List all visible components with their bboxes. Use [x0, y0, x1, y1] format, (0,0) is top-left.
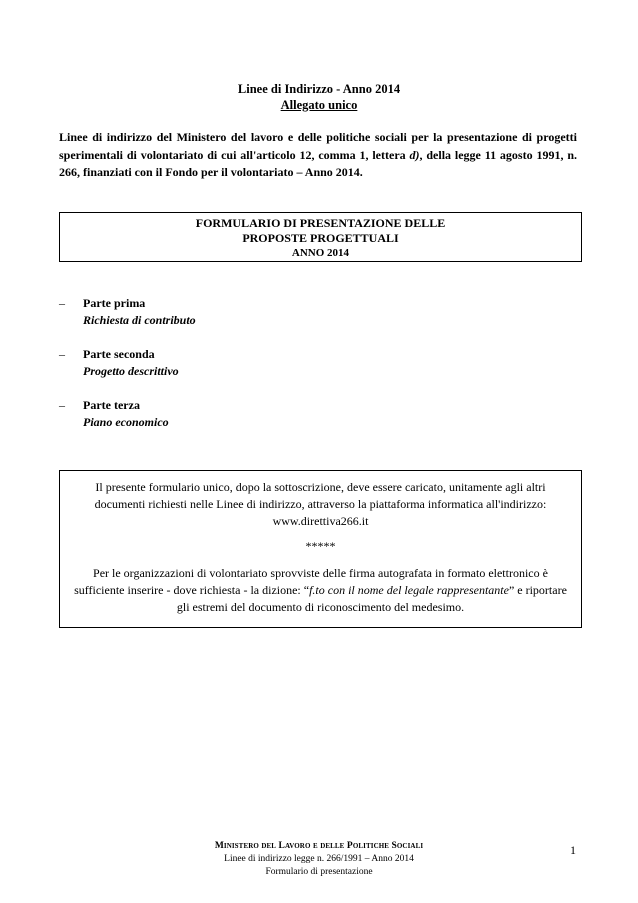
- page-number: 1: [570, 843, 576, 857]
- part-name: Parte seconda: [83, 347, 155, 361]
- notice-separator: *****: [305, 539, 336, 553]
- parts-list: [59, 295, 459, 448]
- intro-text-part2: , della legge 11 agosto 1991, n. 266, finanziati con il Fondo per il volontariato – Anno 2014.: [59, 147, 577, 179]
- notice-paragraph2-before: Per le organizzazioni di volontariato sprovviste delle firma autografata in formato elettronico è sufficiente inserire - dove richiesta - la dizione: “: [74, 566, 548, 597]
- form-title-line1: FORMULARIO DI PRESENTAZIONE DELLE: [195, 216, 446, 230]
- list-dash-marker: –: [59, 398, 65, 412]
- part-name: Parte terza: [83, 398, 140, 412]
- form-title-line2: PROPOSTE PROGETTUALI: [242, 231, 399, 245]
- footer-ministry: [0, 840, 638, 853]
- part-description: Progetto descrittivo: [83, 364, 179, 378]
- part-description: Richiesta di contributo: [83, 313, 196, 327]
- intro-text-part1: Linee di indirizzo del Ministero del lavoro e delle politiche sociali per la presentazione di progetti sperimentali di volontariato di cui all'articolo 12, comma 1, lettera: [59, 130, 577, 162]
- notice-paragraph1: Il presente formulario unico, dopo la sottoscrizione, deve essere caricato, unitamente agli altri documenti richiesti nelle Linee di indirizzo, attraverso la piattaforma informatica all'indirizzo: www.direttiva266.it: [94, 480, 547, 528]
- list-item: [59, 295, 459, 329]
- form-title-line3: ANNO 2014: [291, 247, 350, 259]
- part-name: Parte prima: [83, 296, 146, 310]
- notice-paragraph2: [70, 565, 571, 616]
- part-description: Piano economico: [83, 415, 169, 429]
- notice-paragraph2-italic: f.to con il nome del legale rappresentante: [309, 583, 509, 597]
- footer-line2: Linee di indirizzo legge n. 266/1991 – Anno 2014: [224, 854, 414, 864]
- notice-paragraph2-after: ” e riportare gli estremi del documento di riconoscimento del medesimo.: [176, 583, 567, 614]
- document-header: [0, 81, 638, 113]
- list-item: [59, 346, 459, 380]
- form-title-box: [59, 212, 582, 262]
- list-dash-marker: –: [59, 296, 65, 310]
- footer-line3: Formulario di presentazione: [265, 867, 373, 877]
- list-item: [59, 397, 459, 431]
- notice-box: [59, 470, 582, 628]
- intro-paragraph: [59, 129, 577, 182]
- list-dash-marker: –: [59, 347, 65, 361]
- page-footer: [0, 840, 638, 879]
- intro-text-italic: d): [409, 147, 420, 162]
- document-subtitle: Allegato unico: [280, 98, 358, 112]
- footer-ministry-text: Ministero del Lavoro e delle Politiche Sociali: [214, 841, 424, 851]
- document-title: Linee di Indirizzo - Anno 2014: [237, 82, 401, 96]
